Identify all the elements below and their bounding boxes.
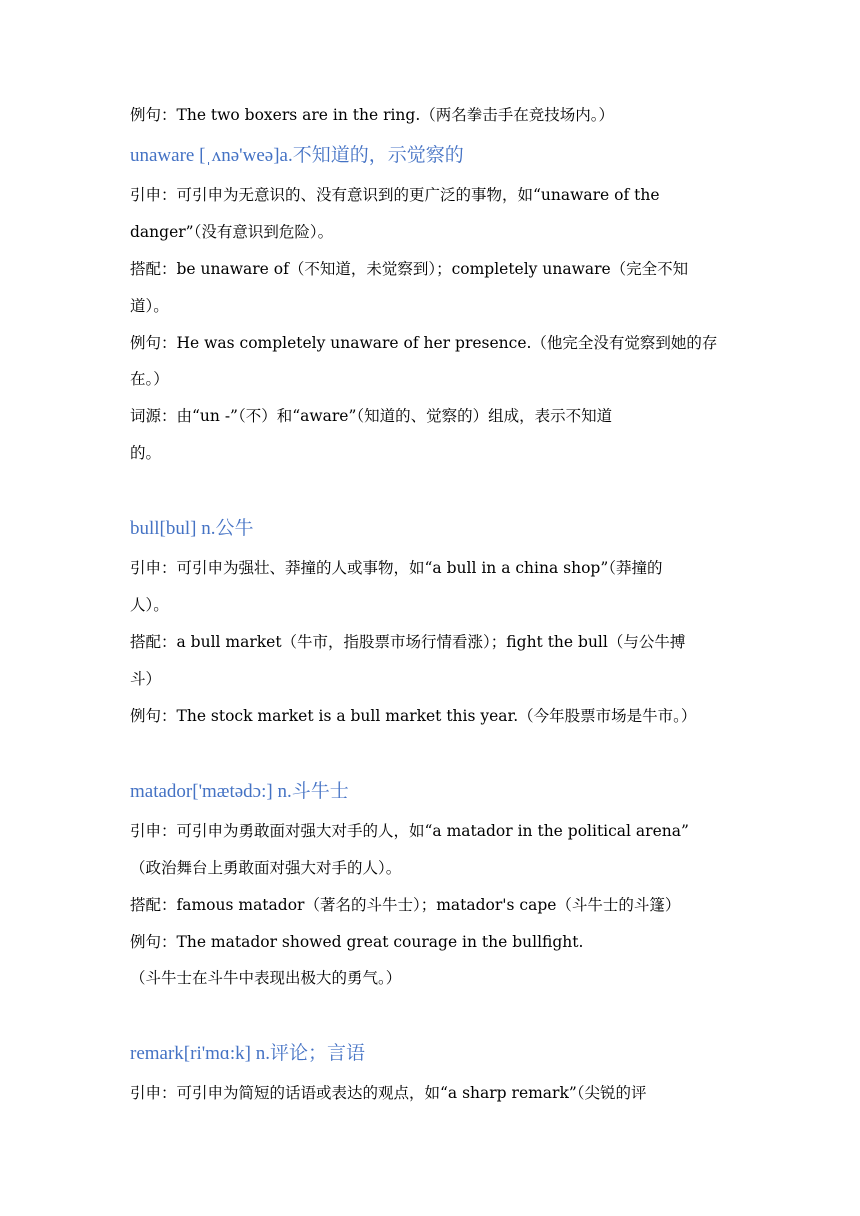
example-sentence: 例句：The two boxers are in the ring.（两名拳击手在竞技场内。） — [130, 106, 615, 124]
example-sentence: 例句：The stock market is a bull market this year.（今年股票市场是牛市。） — [130, 707, 697, 725]
collocation-text-cont: 道）。 — [130, 297, 169, 315]
entry-heading-remark: remark[ri'mɑ:k] n.评论；言语 — [130, 1043, 365, 1064]
etymology-text: 词源：由“un -”（不）和“aware”（知道的、觉察的）组成，表示不知道 — [130, 407, 613, 425]
etymology-text-cont: 的。 — [130, 444, 162, 462]
extension-text: 引申：可引申为勇敢面对强大对手的人，如“a matador in the political arena” — [130, 822, 689, 840]
entry-heading-bull: bull[bul] n.公牛 — [130, 518, 254, 539]
extension-text-cont: （政治舞台上勇敢面对强大对手的人）。 — [130, 859, 402, 877]
extension-text: 引申：可引申为强壮、莽撞的人或事物，如“a bull in a china shop”（莽撞的 — [130, 559, 663, 577]
example-sentence: 例句：He was completely unaware of her presence.（他完全没有觉察到她的存 — [130, 334, 718, 352]
extension-text-cont: danger”（没有意识到危险）。 — [130, 223, 334, 241]
collocation-text: 搭配：famous matador（著名的斗牛士）；matador's cape（斗牛士的斗篷） — [130, 896, 681, 914]
example-sentence: 例句：The matador showed great courage in the bullfight. — [130, 933, 584, 951]
collocation-text: 搭配：be unaware of（不知道，未觉察到）；completely unaware（完全不知 — [130, 260, 689, 278]
example-translation: （斗牛士在斗牛中表现出极大的勇气。） — [130, 969, 402, 987]
extension-text: 引申：可引申为无意识的、没有意识到的更广泛的事物，如“unaware of the — [130, 186, 660, 204]
extension-text-cont: 人）。 — [130, 596, 169, 614]
example-sentence-cont: 在。） — [130, 370, 169, 388]
collocation-text: 搭配：a bull market（牛市，指股票市场行情看涨）；fight the bull（与公牛搏 — [130, 633, 686, 651]
entry-heading-matador: matador['mætədɔ:] n.斗牛士 — [130, 781, 349, 802]
entry-heading-unaware: unaware [ˌʌnə'weə]a.不知道的，示觉察的 — [130, 145, 464, 166]
collocation-text-cont: 斗） — [130, 670, 162, 688]
extension-text: 引申：可引申为简短的话语或表达的观点，如“a sharp remark”（尖锐的评 — [130, 1084, 647, 1102]
